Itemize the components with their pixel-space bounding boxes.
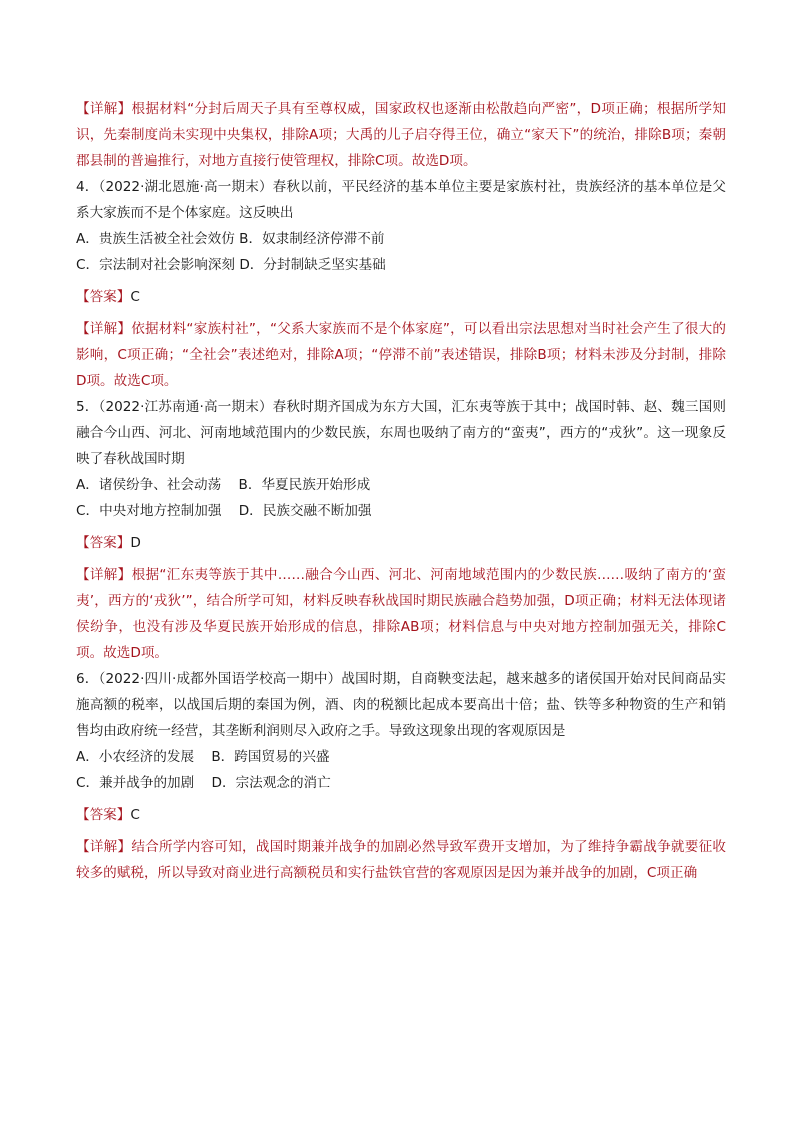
question-6-options bbox=[76, 744, 726, 796]
answer-paragraph bbox=[76, 802, 726, 828]
explanation-paragraph bbox=[76, 562, 726, 666]
option-line: C．宗法制对社会影响深刻 D．分封制缺乏坚实基础 bbox=[76, 257, 386, 273]
option-line: C．兼并战争的加剧 D．宗法观念的消亡 bbox=[76, 775, 331, 791]
answer-value: C bbox=[130, 807, 140, 823]
explanation-tag: 【详解】 bbox=[76, 101, 132, 117]
answer-value: C bbox=[130, 289, 140, 305]
explanation-paragraph bbox=[76, 834, 726, 886]
explanation-tag: 【详解】 bbox=[76, 839, 132, 855]
question-4-options bbox=[76, 226, 726, 278]
explanation-text: 根据材料“分封后周天子具有至尊权威，国家政权也逐渐由松散趋向严密”，D项正确；根据所学知识，先秦制度尚未实现中央集权，排除A项；大禹的儿子启夺得王位，确立“家天下”的统治，排除B项；秦朝郡县制的普遍推行，对地方直接行使管理权，排除C项。故选D项。 bbox=[76, 101, 726, 169]
document-content bbox=[76, 96, 726, 886]
question-5-options bbox=[76, 472, 726, 524]
option-line: A．小农经济的发展 B．跨国贸易的兴盛 bbox=[76, 749, 330, 765]
option-line: A．诸侯纷争、社会动荡 B．华夏民族开始形成 bbox=[76, 477, 371, 493]
answer-paragraph bbox=[76, 284, 726, 310]
explanation-paragraph bbox=[76, 96, 726, 174]
answer-tag: 【答案】 bbox=[76, 807, 131, 823]
explanation-text: 依据材料“家族村社”，“父系大家族而不是个体家庭”，可以看出宗法思想对当时社会产生了很大的影响，C项正确；“全社会”表述绝对，排除A项；“停滞不前”表述错误，排除B项；材料未涉及分封制，排除D项。故选C项。 bbox=[76, 321, 726, 389]
explanation-text: 根据“汇东夷等族于其中……融合今山西、河北、河南地域范围内的少数民族……吸纳了南方的‘蛮夷’，西方的‘戎狄’”，结合所学可知，材料反映春秋战国时期民族融合趋势加强，D项正确；材料无法体现诸侯纷争，也没有涉及华夏民族开始形成的信息，排除AB项；材料信息与中央对地方控制加强无关，排除C项。故选D项。 bbox=[76, 567, 726, 661]
explanation-paragraph bbox=[76, 316, 726, 394]
question-4: 4．（2022·湖北恩施·高一期末）春秋以前，平民经济的基本单位主要是家族村社，贵族经济的基本单位是父系大家族而不是个体家庭。这反映出 bbox=[76, 179, 726, 221]
option-line: A．贵族生活被全社会效仿 B．奴隶制经济停滞不前 bbox=[76, 231, 385, 247]
answer-tag: 【答案】 bbox=[76, 289, 131, 305]
answer-tag: 【答案】 bbox=[76, 535, 131, 551]
question-5: 5．（2022·江苏南通·高一期末）春秋时期齐国成为东方大国，汇东夷等族于其中；战国时韩、赵、魏三国则融合今山西、河北、河南地域范围内的少数民族，东周也吸纳了南方的“蛮夷”，西方的“戎狄”。这一现象反映了春秋战国时期 bbox=[76, 399, 726, 467]
answer-paragraph bbox=[76, 530, 726, 556]
question-6: 6．（2022·四川·成都外国语学校高一期中）战国时期，自商鞅变法起，越来越多的诸侯国开始对民间商品实施高额的税率，以战国后期的秦国为例，酒、肉的税额比起成本要高出十倍；盐、铁等多种物资的生产和销售均由政府统一经营，其垄断利润则尽入政府之手。导致这现象出现的客观原因是 bbox=[76, 671, 726, 739]
explanation-text: 结合所学内容可知，战国时期兼并战争的加剧必然导致军费开支增加，为了维持争霸战争就要征收较多的赋税，所以导致对商业进行高额税员和实行盐铁官营的客观原因是因为兼并战争的加剧，C项正确 bbox=[76, 839, 727, 881]
explanation-tag: 【详解】 bbox=[76, 567, 132, 583]
answer-value: D bbox=[130, 535, 141, 551]
explanation-tag: 【详解】 bbox=[76, 321, 132, 337]
option-line: C．中央对地方控制加强 D．民族交融不断加强 bbox=[76, 503, 372, 519]
